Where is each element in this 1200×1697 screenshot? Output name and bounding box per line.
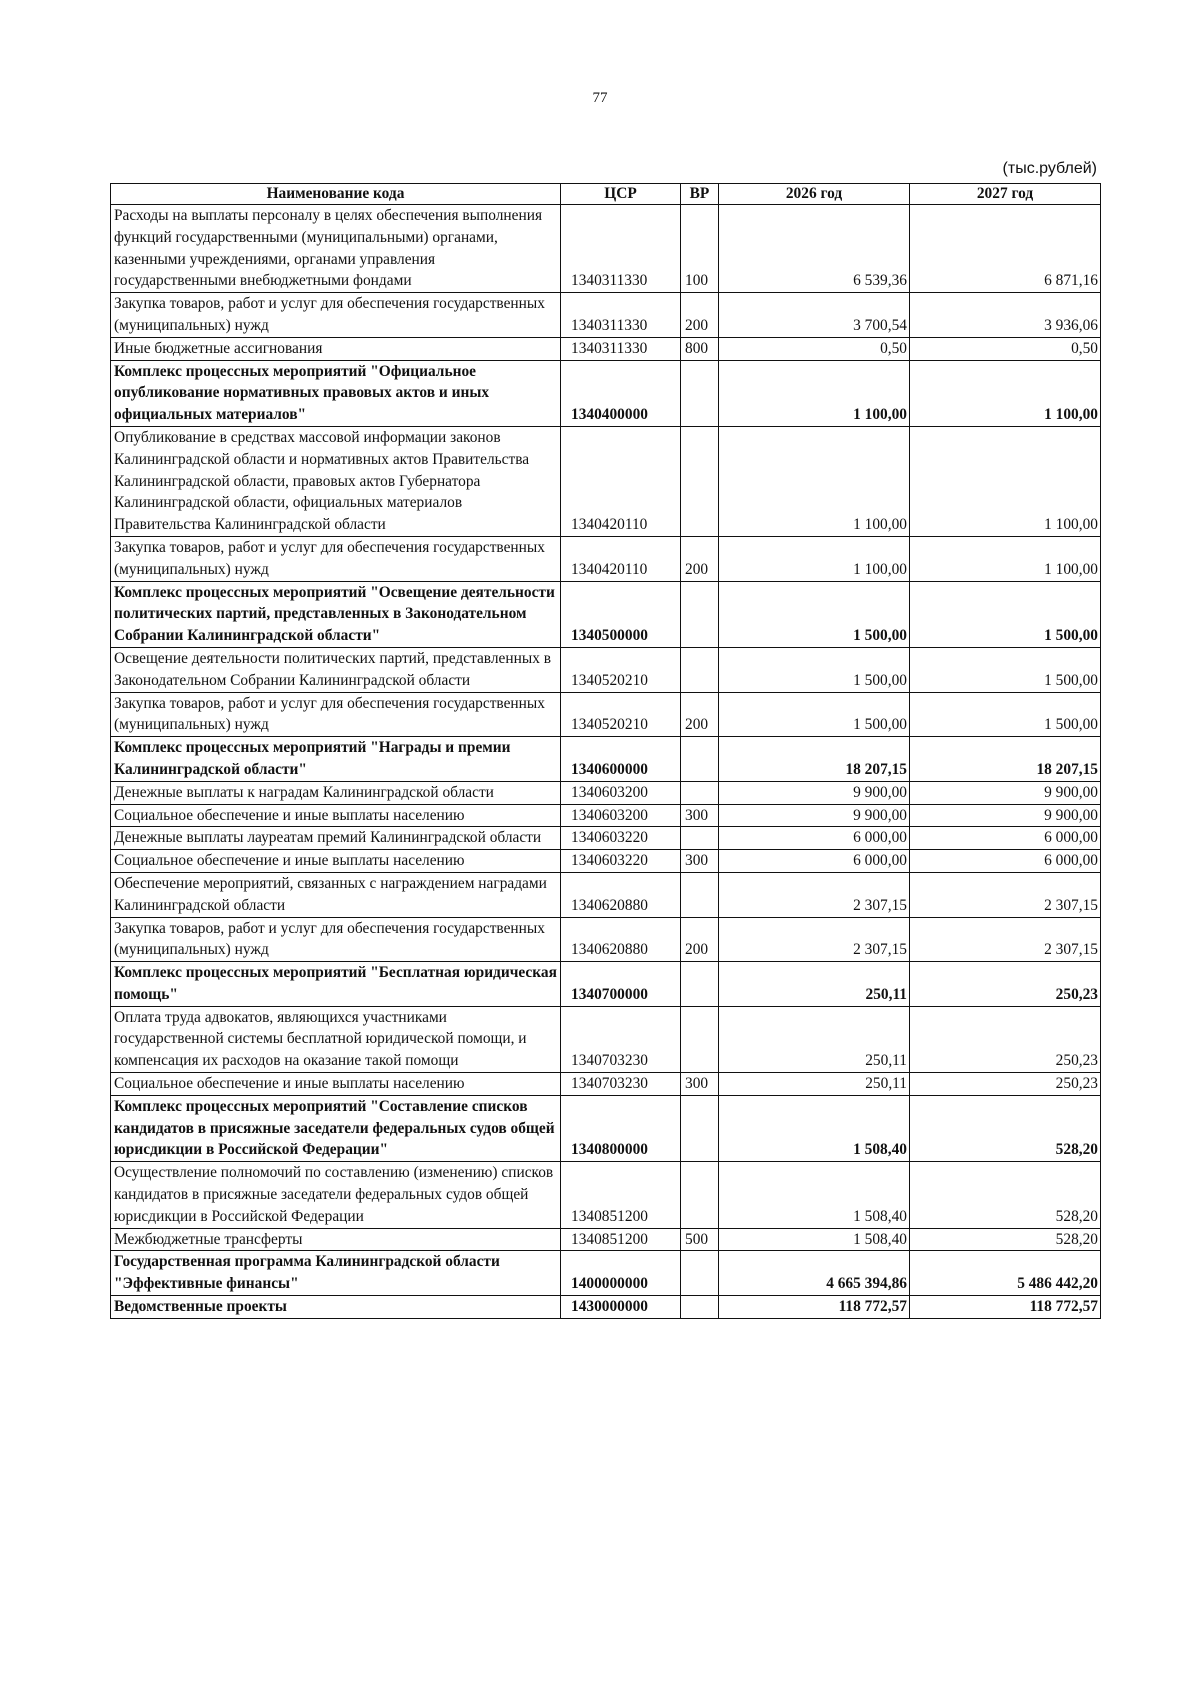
row-name-cell: Социальное обеспечение и иные выплаты населению xyxy=(111,804,561,827)
row-2026-cell: 250,11 xyxy=(719,1073,910,1096)
row-2027-cell: 6 871,16 xyxy=(910,205,1101,293)
row-csr-cell: 1340400000 xyxy=(561,360,681,426)
table-row xyxy=(111,692,1101,737)
header-name: Наименование кода xyxy=(111,184,561,205)
row-2026-cell: 9 900,00 xyxy=(719,781,910,804)
row-name-cell: Закупка товаров, работ и услуг для обеспечения государственных (муниципальных) нужд xyxy=(111,536,561,581)
table-row xyxy=(111,1228,1101,1251)
row-vr-cell xyxy=(681,1006,719,1072)
row-name-cell: Комплекс процессных мероприятий "Освещение деятельности политических партий, представленных в Законодательном Собрании Калининградской области" xyxy=(111,581,561,647)
row-name-cell: Иные бюджетные ассигнования xyxy=(111,337,561,360)
row-2027-cell: 6 000,00 xyxy=(910,827,1101,850)
row-2027-cell: 3 936,06 xyxy=(910,293,1101,338)
row-vr-cell: 100 xyxy=(681,205,719,293)
row-2026-cell: 2 307,15 xyxy=(719,917,910,962)
row-name-cell: Закупка товаров, работ и услуг для обеспечения государственных (муниципальных) нужд xyxy=(111,692,561,737)
row-2027-cell: 250,23 xyxy=(910,962,1101,1007)
row-csr-cell: 1340500000 xyxy=(561,581,681,647)
row-vr-cell xyxy=(681,360,719,426)
units-label: (тыс.рублей) xyxy=(1002,160,1097,177)
row-csr-cell: 1340520210 xyxy=(561,647,681,692)
row-csr-cell: 1340851200 xyxy=(561,1228,681,1251)
row-csr-cell: 1340603200 xyxy=(561,804,681,827)
row-2026-cell: 1 100,00 xyxy=(719,536,910,581)
row-2027-cell: 250,23 xyxy=(910,1006,1101,1072)
table-row xyxy=(111,1073,1101,1096)
row-2027-cell: 528,20 xyxy=(910,1228,1101,1251)
row-2027-cell: 0,50 xyxy=(910,337,1101,360)
table-row xyxy=(111,426,1101,536)
budget-table xyxy=(110,183,1101,1319)
row-name-cell: Социальное обеспечение и иные выплаты населению xyxy=(111,850,561,873)
row-vr-cell: 200 xyxy=(681,293,719,338)
row-2026-cell: 1 500,00 xyxy=(719,581,910,647)
row-vr-cell: 800 xyxy=(681,337,719,360)
row-vr-cell xyxy=(681,1296,719,1319)
row-2027-cell: 528,20 xyxy=(910,1095,1101,1161)
row-csr-cell: 1340703230 xyxy=(561,1006,681,1072)
row-2026-cell: 9 900,00 xyxy=(719,804,910,827)
row-csr-cell: 1340420110 xyxy=(561,426,681,536)
table-row xyxy=(111,1006,1101,1072)
row-csr-cell: 1340700000 xyxy=(561,962,681,1007)
row-2027-cell: 1 100,00 xyxy=(910,360,1101,426)
row-csr-cell: 1340603220 xyxy=(561,827,681,850)
row-vr-cell xyxy=(681,827,719,850)
table-row-section xyxy=(111,581,1101,647)
table-row xyxy=(111,293,1101,338)
row-2027-cell: 1 100,00 xyxy=(910,426,1101,536)
row-name-cell: Комплекс процессных мероприятий "Бесплатная юридическая помощь" xyxy=(111,962,561,1007)
row-name-cell: Обеспечение мероприятий, связанных с награждением наградами Калининградской области xyxy=(111,872,561,917)
page-number: 77 xyxy=(592,90,608,106)
row-vr-cell xyxy=(681,1095,719,1161)
row-csr-cell: 1340311330 xyxy=(561,293,681,338)
row-vr-cell: 300 xyxy=(681,1073,719,1096)
row-csr-cell: 1340703230 xyxy=(561,1073,681,1096)
row-name-cell: Расходы на выплаты персоналу в целях обеспечения выполнения функций государственными (муниципальными) органами, казенными учреждениями, органами управления государственными внебюджетными фондами xyxy=(111,205,561,293)
table-row xyxy=(111,827,1101,850)
row-2026-cell: 2 307,15 xyxy=(719,872,910,917)
table-row xyxy=(111,872,1101,917)
row-csr-cell: 1340603200 xyxy=(561,781,681,804)
table-row xyxy=(111,804,1101,827)
row-csr-cell: 1340851200 xyxy=(561,1162,681,1228)
row-csr-cell: 1340620880 xyxy=(561,872,681,917)
row-2027-cell: 9 900,00 xyxy=(910,804,1101,827)
row-2027-cell: 9 900,00 xyxy=(910,781,1101,804)
row-name-cell: Ведомственные проекты xyxy=(111,1296,561,1319)
row-csr-cell: 1400000000 xyxy=(561,1251,681,1296)
table-row-section xyxy=(111,1296,1101,1319)
row-name-cell: Опубликование в средствах массовой информации законов Калининградской области и нормативных актов Правительства Калининградской области, правовых актов Губернатора Калининградской области, официальных материалов Правительства Калининградской области xyxy=(111,426,561,536)
row-csr-cell: 1340800000 xyxy=(561,1095,681,1161)
row-vr-cell xyxy=(681,962,719,1007)
row-2027-cell: 528,20 xyxy=(910,1162,1101,1228)
row-vr-cell xyxy=(681,872,719,917)
row-2026-cell: 250,11 xyxy=(719,962,910,1007)
header-csr: ЦСР xyxy=(561,184,681,205)
row-2026-cell: 6 000,00 xyxy=(719,827,910,850)
row-2027-cell: 2 307,15 xyxy=(910,872,1101,917)
table-row-section xyxy=(111,737,1101,782)
row-2027-cell: 6 000,00 xyxy=(910,850,1101,873)
row-csr-cell: 1430000000 xyxy=(561,1296,681,1319)
table-body xyxy=(111,205,1101,1319)
table-row xyxy=(111,647,1101,692)
row-2026-cell: 1 100,00 xyxy=(719,360,910,426)
row-2026-cell: 250,11 xyxy=(719,1006,910,1072)
row-2027-cell: 1 100,00 xyxy=(910,536,1101,581)
row-2026-cell: 0,50 xyxy=(719,337,910,360)
row-name-cell: Комплекс процессных мероприятий "Награды и премии Калининградской области" xyxy=(111,737,561,782)
row-name-cell: Закупка товаров, работ и услуг для обеспечения государственных (муниципальных) нужд xyxy=(111,917,561,962)
row-vr-cell xyxy=(681,1251,719,1296)
table-row xyxy=(111,1162,1101,1228)
row-2026-cell: 1 508,40 xyxy=(719,1228,910,1251)
table-row-section xyxy=(111,1251,1101,1296)
row-name-cell: Осуществление полномочий по составлению (изменению) списков кандидатов в присяжные заседатели федеральных судов общей юрисдикции в Российской Федерации xyxy=(111,1162,561,1228)
row-csr-cell: 1340311330 xyxy=(561,337,681,360)
row-vr-cell xyxy=(681,647,719,692)
row-2027-cell: 1 500,00 xyxy=(910,647,1101,692)
row-vr-cell: 200 xyxy=(681,536,719,581)
row-2027-cell: 250,23 xyxy=(910,1073,1101,1096)
header-vr: ВР xyxy=(681,184,719,205)
row-csr-cell: 1340603220 xyxy=(561,850,681,873)
row-2027-cell: 1 500,00 xyxy=(910,692,1101,737)
table-row xyxy=(111,536,1101,581)
row-2026-cell: 3 700,54 xyxy=(719,293,910,338)
table-row xyxy=(111,205,1101,293)
row-2026-cell: 1 500,00 xyxy=(719,647,910,692)
row-name-cell: Комплекс процессных мероприятий "Официальное опубликование нормативных правовых актов и иных официальных материалов" xyxy=(111,360,561,426)
table-row xyxy=(111,850,1101,873)
row-name-cell: Денежные выплаты лауреатам премий Калининградской области xyxy=(111,827,561,850)
row-name-cell: Комплекс процессных мероприятий "Составление списков кандидатов в присяжные заседатели федеральных судов общей юрисдикции в Российской Федерации" xyxy=(111,1095,561,1161)
row-name-cell: Социальное обеспечение и иные выплаты населению xyxy=(111,1073,561,1096)
table-header-row xyxy=(111,184,1101,205)
header-2027: 2027 год xyxy=(910,184,1101,205)
row-2026-cell: 4 665 394,86 xyxy=(719,1251,910,1296)
row-2026-cell: 18 207,15 xyxy=(719,737,910,782)
row-2027-cell: 5 486 442,20 xyxy=(910,1251,1101,1296)
row-vr-cell: 300 xyxy=(681,804,719,827)
row-vr-cell: 500 xyxy=(681,1228,719,1251)
row-csr-cell: 1340420110 xyxy=(561,536,681,581)
row-vr-cell xyxy=(681,781,719,804)
row-csr-cell: 1340311330 xyxy=(561,205,681,293)
row-2027-cell: 2 307,15 xyxy=(910,917,1101,962)
row-2026-cell: 118 772,57 xyxy=(719,1296,910,1319)
row-2026-cell: 6 539,36 xyxy=(719,205,910,293)
table-row xyxy=(111,781,1101,804)
row-csr-cell: 1340620880 xyxy=(561,917,681,962)
row-2027-cell: 118 772,57 xyxy=(910,1296,1101,1319)
row-csr-cell: 1340600000 xyxy=(561,737,681,782)
row-name-cell: Оплата труда адвокатов, являющихся участниками государственной системы бесплатной юридической помощи, и компенсация их расходов на оказание такой помощи xyxy=(111,1006,561,1072)
table-row xyxy=(111,917,1101,962)
row-vr-cell xyxy=(681,581,719,647)
row-2026-cell: 1 508,40 xyxy=(719,1095,910,1161)
table-row-section xyxy=(111,1095,1101,1161)
row-name-cell: Денежные выплаты к наградам Калининградской области xyxy=(111,781,561,804)
row-2027-cell: 18 207,15 xyxy=(910,737,1101,782)
header-2026: 2026 год xyxy=(719,184,910,205)
row-name-cell: Освещение деятельности политических партий, представленных в Законодательном Собрании Калининградской области xyxy=(111,647,561,692)
row-2026-cell: 1 508,40 xyxy=(719,1162,910,1228)
row-vr-cell xyxy=(681,1162,719,1228)
row-name-cell: Государственная программа Калининградской области "Эффективные финансы" xyxy=(111,1251,561,1296)
row-2026-cell: 6 000,00 xyxy=(719,850,910,873)
row-vr-cell: 300 xyxy=(681,850,719,873)
table-row-section xyxy=(111,962,1101,1007)
row-name-cell: Межбюджетные трансферты xyxy=(111,1228,561,1251)
row-vr-cell: 200 xyxy=(681,917,719,962)
table-row-section xyxy=(111,360,1101,426)
row-vr-cell: 200 xyxy=(681,692,719,737)
row-vr-cell xyxy=(681,737,719,782)
row-name-cell: Закупка товаров, работ и услуг для обеспечения государственных (муниципальных) нужд xyxy=(111,293,561,338)
row-vr-cell xyxy=(681,426,719,536)
row-2026-cell: 1 500,00 xyxy=(719,692,910,737)
row-csr-cell: 1340520210 xyxy=(561,692,681,737)
table-row xyxy=(111,337,1101,360)
row-2027-cell: 1 500,00 xyxy=(910,581,1101,647)
row-2026-cell: 1 100,00 xyxy=(719,426,910,536)
